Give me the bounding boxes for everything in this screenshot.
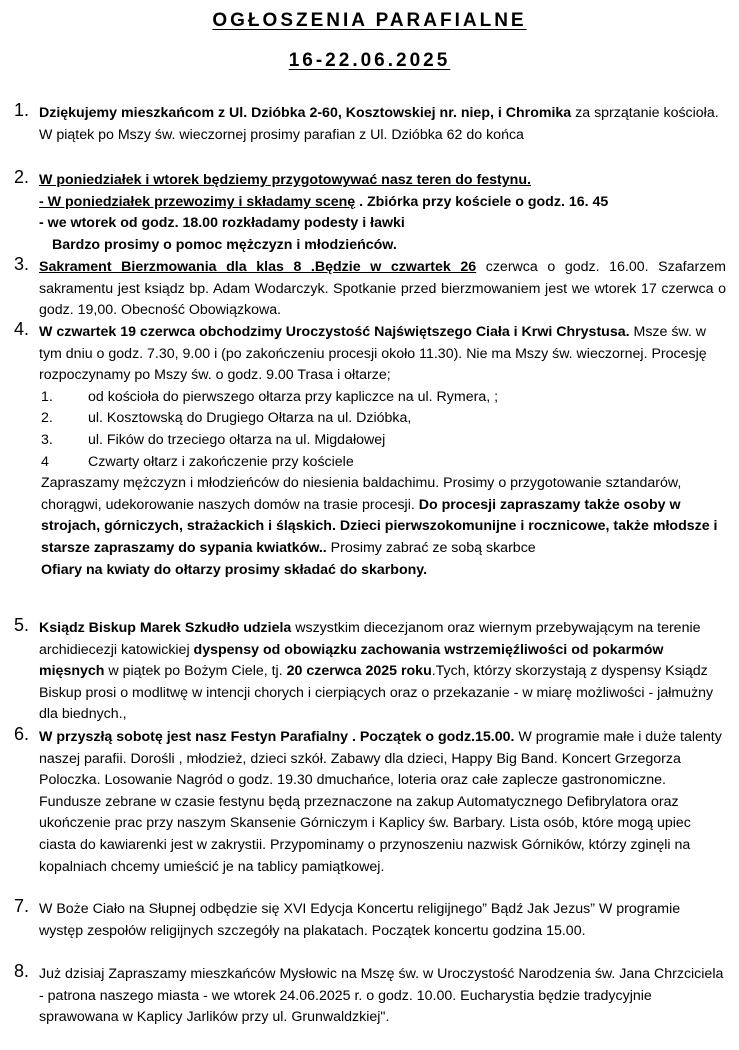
item-bold: Do procesji zapraszamy także osoby w strojach, górniczych, strażackich i śląskich. Dzieci pierwszokomunijne i rocznicowe, także młodsze i starsze zapraszamy do sypania kwiatków.. <box>41 496 718 556</box>
item-bold: Ofiary na kwiaty do ołtarzy prosimy składać do skarbony. <box>41 561 428 578</box>
item-bold: Sakrament Bierzmowania dla klas 8 .Będzie w czwartek 26 <box>39 259 477 275</box>
item-number: 8. <box>14 961 30 981</box>
announcement-4 <box>14 319 726 581</box>
route-item: 1. od kościoła do pierwszego ołtarza przy kapliczce na ul. Rymera, ; <box>41 388 499 405</box>
item-body <box>39 322 726 387</box>
item-body: W Boże Ciało na Słupnej odbędzie się XVI Edycja Koncertu religijnego” Bądź Jak Jezus” W programie występ zespołów religijnych szczegóły na plakatach. Początek koncertu godzina 15.00. <box>39 901 681 939</box>
item-line: Bardzo prosimy o pomoc mężczyzn i młodzieńców. <box>52 236 397 253</box>
date-range: 16-22.06.2025 <box>288 50 451 71</box>
item-bold: W przyszłą sobotę jest nasz Festyn Parafialny . Początek o godz.15.00. <box>39 729 515 745</box>
item-number: 7. <box>14 896 30 916</box>
announcement-2 <box>14 167 726 256</box>
announcement-6 <box>14 724 726 878</box>
route-list <box>41 387 726 473</box>
announcement-3 <box>14 254 726 322</box>
announcement-8 <box>14 961 726 1029</box>
item-text: Zapraszamy mężczyzn i młodzieńców do niesienia baldachimu. Prosimy o przygotowanie sztandarów, chorągwi, udekorowanie naszych domów na trasie procesji. <box>41 475 682 513</box>
item-text: Msze św. w tym dniu o godz. 7.30, 9.00 i (po zakończeniu procesji około 11.30). Nie ma Mszy św. wieczornej. Procesję rozpoczynamy po Mszy św. o godz. 9.00 Trasa i ołtarze; <box>39 324 707 384</box>
item-number: 2. <box>14 167 30 187</box>
announcement-5 <box>14 615 726 726</box>
item-body: Ksiądz Biskup Marek Szkudło udziela wszystkim diecezjanom oraz wiernym przebywającym na terenie archidiecezji katowickiej dyspensy od obowiązku zachowania wstrzemięźliwości od pokarmów mięsnych w piątek po Bożym Ciele, tj. 20 czerwca 2025 roku.Tych, którzy skorzystają z dyspensy Ksiądz Biskup prosi o modlitwę w intencji chorych i cierpiących oraz o przekazanie - w miarę możliwości - jałmużny dla biednych., <box>39 620 714 723</box>
item-text: W programie małe i duże talenty naszej parafii. Dorośli , młodzież, dzieci szkół. Zabawy dla dzieci, Happy Big Band. Koncert Grzegorza Poloczka. Losowanie Nagród o godz. 19.30 dmuchańce, loteria oraz całe zaplecze gastronomiczne. Fundusze zebrane w czasie festynu będą przeznaczone na zakup Automatycznego Defibrylatora oraz ukończenie prac przy naszym Skansenie Górniczym i Kaplicy św. Barbary. Lista osób, które mogą upiec ciasta do kawiarenki jest w zakrystii. Przypominamy o przynoszeniu nazwisk Górników, którzy zginęli na kopalniach chcemy umieścić je na tablicy pamiątkowej. <box>39 729 722 875</box>
item-body <box>39 103 726 146</box>
item-line: - we wtorek od godz. 18.00 rozkładamy podesty i ławki <box>39 215 405 232</box>
item-line: - W poniedziałek przewozimy i składamy scenę <box>39 193 356 210</box>
item-number: 1. <box>14 100 30 120</box>
item-number: 6. <box>14 724 30 744</box>
item-bold: Dziękujemy mieszkańcom z Ul. Dzióbka 2-60, Kosztowskiej nr. niep, i Chromika <box>39 105 572 121</box>
item-text: Prosimy zabrać ze sobą skarbce <box>326 539 536 556</box>
announcement-1 <box>14 100 726 146</box>
item-bold: W czwartek 19 czerwca obchodzimy Uroczystość Najświętszego Ciała i Krwi Chrystusa. <box>39 324 630 340</box>
item-number: 3. <box>14 254 30 274</box>
route-item: 4 Czwarty ołtarz i zakończenie przy kościele <box>41 453 354 470</box>
item-line: W poniedziałek i wtorek będziemy przygotowywać nasz teren do festynu. <box>39 172 531 188</box>
item-body <box>39 257 726 322</box>
item-text: czerwca o godz. 16.00. Szafarzem sakramentu jest ksiądz bp. Adam Wodarczyk. Spotkanie przed bierzmowaniem jest we wtorek 17 czerwca o godz. 19,00. Obecność Obowiązkowa. <box>39 259 726 319</box>
route-item: 3. ul. Fików do trzeciego ołtarza na ul. Migdałowej <box>41 431 386 448</box>
route-item: 2. ul. Kosztowską do Drugiego Ołtarza na ul. Dzióbka, <box>41 410 412 427</box>
item-body <box>39 727 726 878</box>
item-body-continued <box>41 473 726 581</box>
item-text: za sprzątanie kościoła. W piątek po Mszy św. wieczornej prosimy parafian z Ul. Dzióbka 62 do końca <box>39 105 719 143</box>
page-title: OGŁOSZENIA PARAFIALNE <box>212 10 527 31</box>
item-number: 5. <box>14 615 30 635</box>
item-body: Już dzisiaj Zapraszamy mieszkańców Mysłowic na Mszę św. w Uroczystość Narodzenia św. Jana Chrzciciela - patrona naszego miasta - we wtorek 24.06.2025 r. o godz. 10.00. Eucharystia będzie tradycyjnie sprawowana w Kaplicy Jarlików przy ul. Grunwaldzkiej". <box>39 966 724 1026</box>
item-body <box>39 170 726 256</box>
item-number: 4. <box>14 319 30 339</box>
item-line: . Zbiórka przy kościele o godz. 16. 45 <box>355 193 609 210</box>
announcement-7 <box>14 896 726 942</box>
